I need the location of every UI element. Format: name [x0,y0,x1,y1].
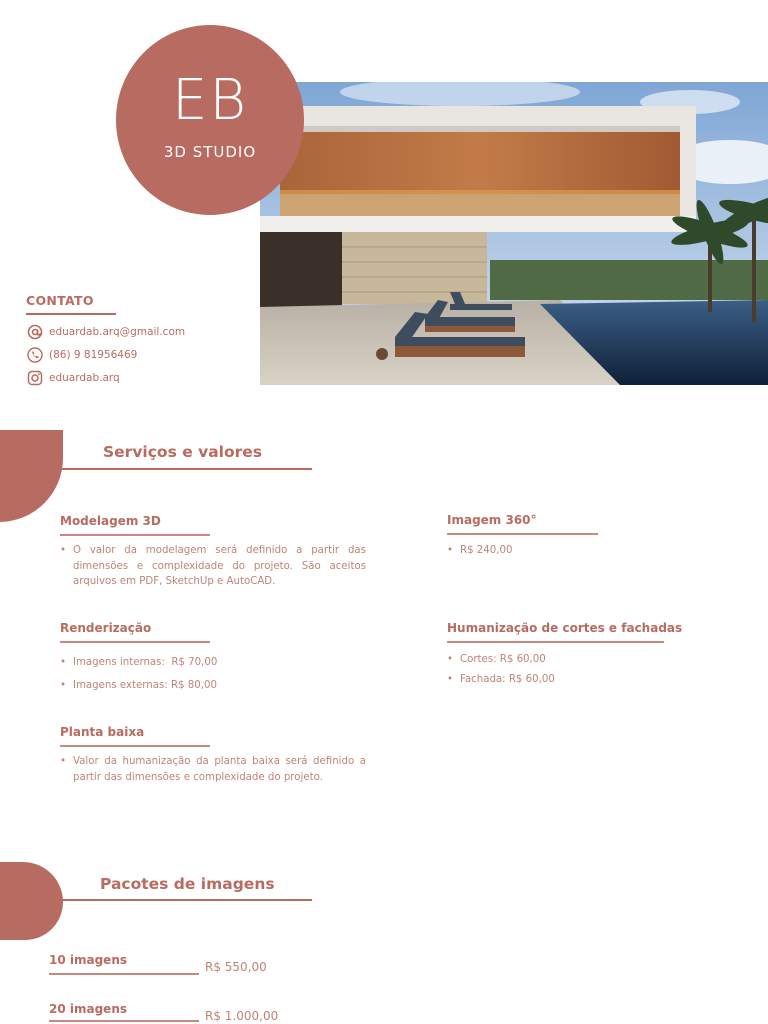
contact-phone-text: (86) 9 81956469 [49,349,138,361]
humanizacao-title: Humanização de cortes e fachadas [447,621,683,635]
modelagem-text: O valor da modelagem será definido a partir das dimensões e complexidade do projeto. São aceitos arquivos em PDF, SketchUp e AutoCAD. [73,545,366,587]
package-20-price: R$ 1.000,00 [205,1009,279,1023]
planta-title: Planta baixa [60,725,145,739]
renderizacao-title: Renderização [60,621,152,635]
imagem360-item: • R$ 240,00 [447,543,512,559]
humanizacao-item-cortes: • Cortes: R$ 60,00 [447,652,546,668]
imagem360-title: Imagem 360° [447,513,537,527]
contact-title: CONTATO [26,293,94,308]
instagram-icon [26,369,44,387]
section-decoration [0,430,63,522]
package-10-label: 10 imagens [49,953,128,967]
packages-title: Pacotes de imagens [100,875,275,893]
contact-email-text: eduardab.arq@gmail.com [49,326,186,338]
services-title: Serviços e valores [103,443,263,461]
renderizacao-item-externas: • Imagens externas: R$ 80,00 [60,678,217,694]
brand-monogram: EB [171,68,249,133]
packages-divider [62,899,312,901]
brand-logo [116,25,304,215]
humanizacao-fachada-text: Fachada: R$ 60,00 [460,674,555,685]
contact-phone[interactable] [26,346,137,364]
imagem360-divider [447,533,598,535]
contact-divider [26,313,116,315]
modelagem-title: Modelagem 3D [60,514,161,528]
package-20-divider [49,1020,199,1022]
planta-divider [60,745,210,747]
services-divider [62,468,312,470]
renderizacao-divider [60,641,210,643]
hero-image [260,82,768,385]
contact-email[interactable] [26,323,185,341]
renderizacao-externas-text: Imagens externas: R$ 80,00 [73,680,217,691]
planta-item: • Valor da humanização da planta baixa será definido a partir das dimensões e complexidade do projeto. [60,754,366,785]
modelagem-divider [60,534,210,536]
phone-icon [26,346,44,364]
package-10-divider [49,973,199,975]
package-20-label: 20 imagens [49,1002,128,1016]
renderizacao-internas-text: Imagens internas: R$ 70,00 [73,657,218,668]
renderizacao-item-internas: • Imagens internas: R$ 70,00 [60,655,217,671]
contact-instagram-text: eduardab.arq [49,372,120,384]
humanizacao-item-fachada: • Fachada: R$ 60,00 [447,672,555,688]
at-icon [26,323,44,341]
modelagem-item: • O valor da modelagem será definido a partir das dimensões e complexidade do projeto. São aceitos arquivos em PDF, SketchUp e AutoCAD. [60,543,366,590]
packages-decoration-top [0,862,63,902]
imagem360-price: R$ 240,00 [460,545,513,556]
humanizacao-divider [447,641,664,643]
package-10-price: R$ 550,00 [205,960,267,974]
humanizacao-cortes-text: Cortes: R$ 60,00 [460,654,546,665]
planta-text: Valor da humanização da planta baixa será definido a partir das dimensões e complexidade do projeto. [73,756,366,783]
brand-subtitle: 3D STUDIO [163,143,257,161]
packages-decoration-bottom [0,902,63,940]
contact-instagram[interactable] [26,369,120,387]
